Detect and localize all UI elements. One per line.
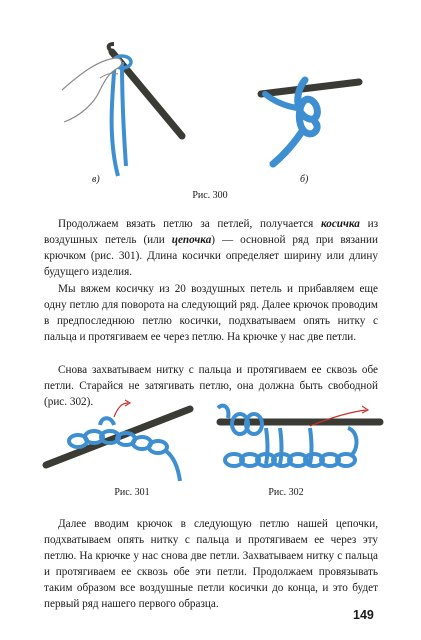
figure-300-caption: Рис. 300	[192, 190, 228, 201]
figure-300b-label: б)	[300, 174, 309, 185]
paragraph-3: Снова захватываем нитку с пальца и протягиваем ее сквозь обе петли. Старайся не затягивать петлю, она должна быть свободной (рис. 302).	[44, 364, 378, 409]
paragraph-2: Мы вяжем косичку из 20 воздушных петель и прибавляем еще одну петлю для поворота на следующий ряд. Далее крючок проводим в предпоследнюю петлю косички, подхватываем опять нитку с пальца и протягиваем ее через петлю. На крючке у нас две петли.	[44, 283, 378, 344]
figure-300a-hand-hook-illustration	[60, 38, 210, 183]
term-kosichka: косичка	[321, 218, 360, 230]
figure-301-chain-illustration	[40, 395, 200, 483]
page-number: 149	[353, 608, 374, 622]
paragraph-1-text-b: из воздушных петель (или	[44, 218, 378, 247]
figure-300b-loop-illustration	[255, 72, 365, 172]
paragraph-1-text-a: Продолжаем вязать петлю за петлей, получается	[58, 218, 321, 230]
figure-300a-label: в)	[92, 174, 100, 185]
paragraph-1	[44, 216, 378, 280]
term-tsepochka: цепочка	[171, 234, 212, 247]
paragraph-1-text-c: ) — основной ряд при вязании крючком (рис. 301). Длина косички определяет ширину или длину будущего изделия.	[44, 234, 378, 279]
figure-302-caption: Рис. 302	[268, 487, 304, 498]
figure-301-caption: Рис. 301	[114, 487, 150, 498]
paragraph-4: Далее вводим крючок в следующую петлю нашей цепочки, подхватываем опять нитку с пальца и протягиваем ее через эту петлю. На крючке у нас снова две петли. Захватываем нитку с пальца и протягиваем ее сквозь обе эти петли. Продолжаем провязывать таким образом все воздушные петли косички до конца, и это будет первый ряд нашего первого образца.	[44, 518, 378, 611]
figure-302-stitches-illustration	[210, 398, 385, 488]
